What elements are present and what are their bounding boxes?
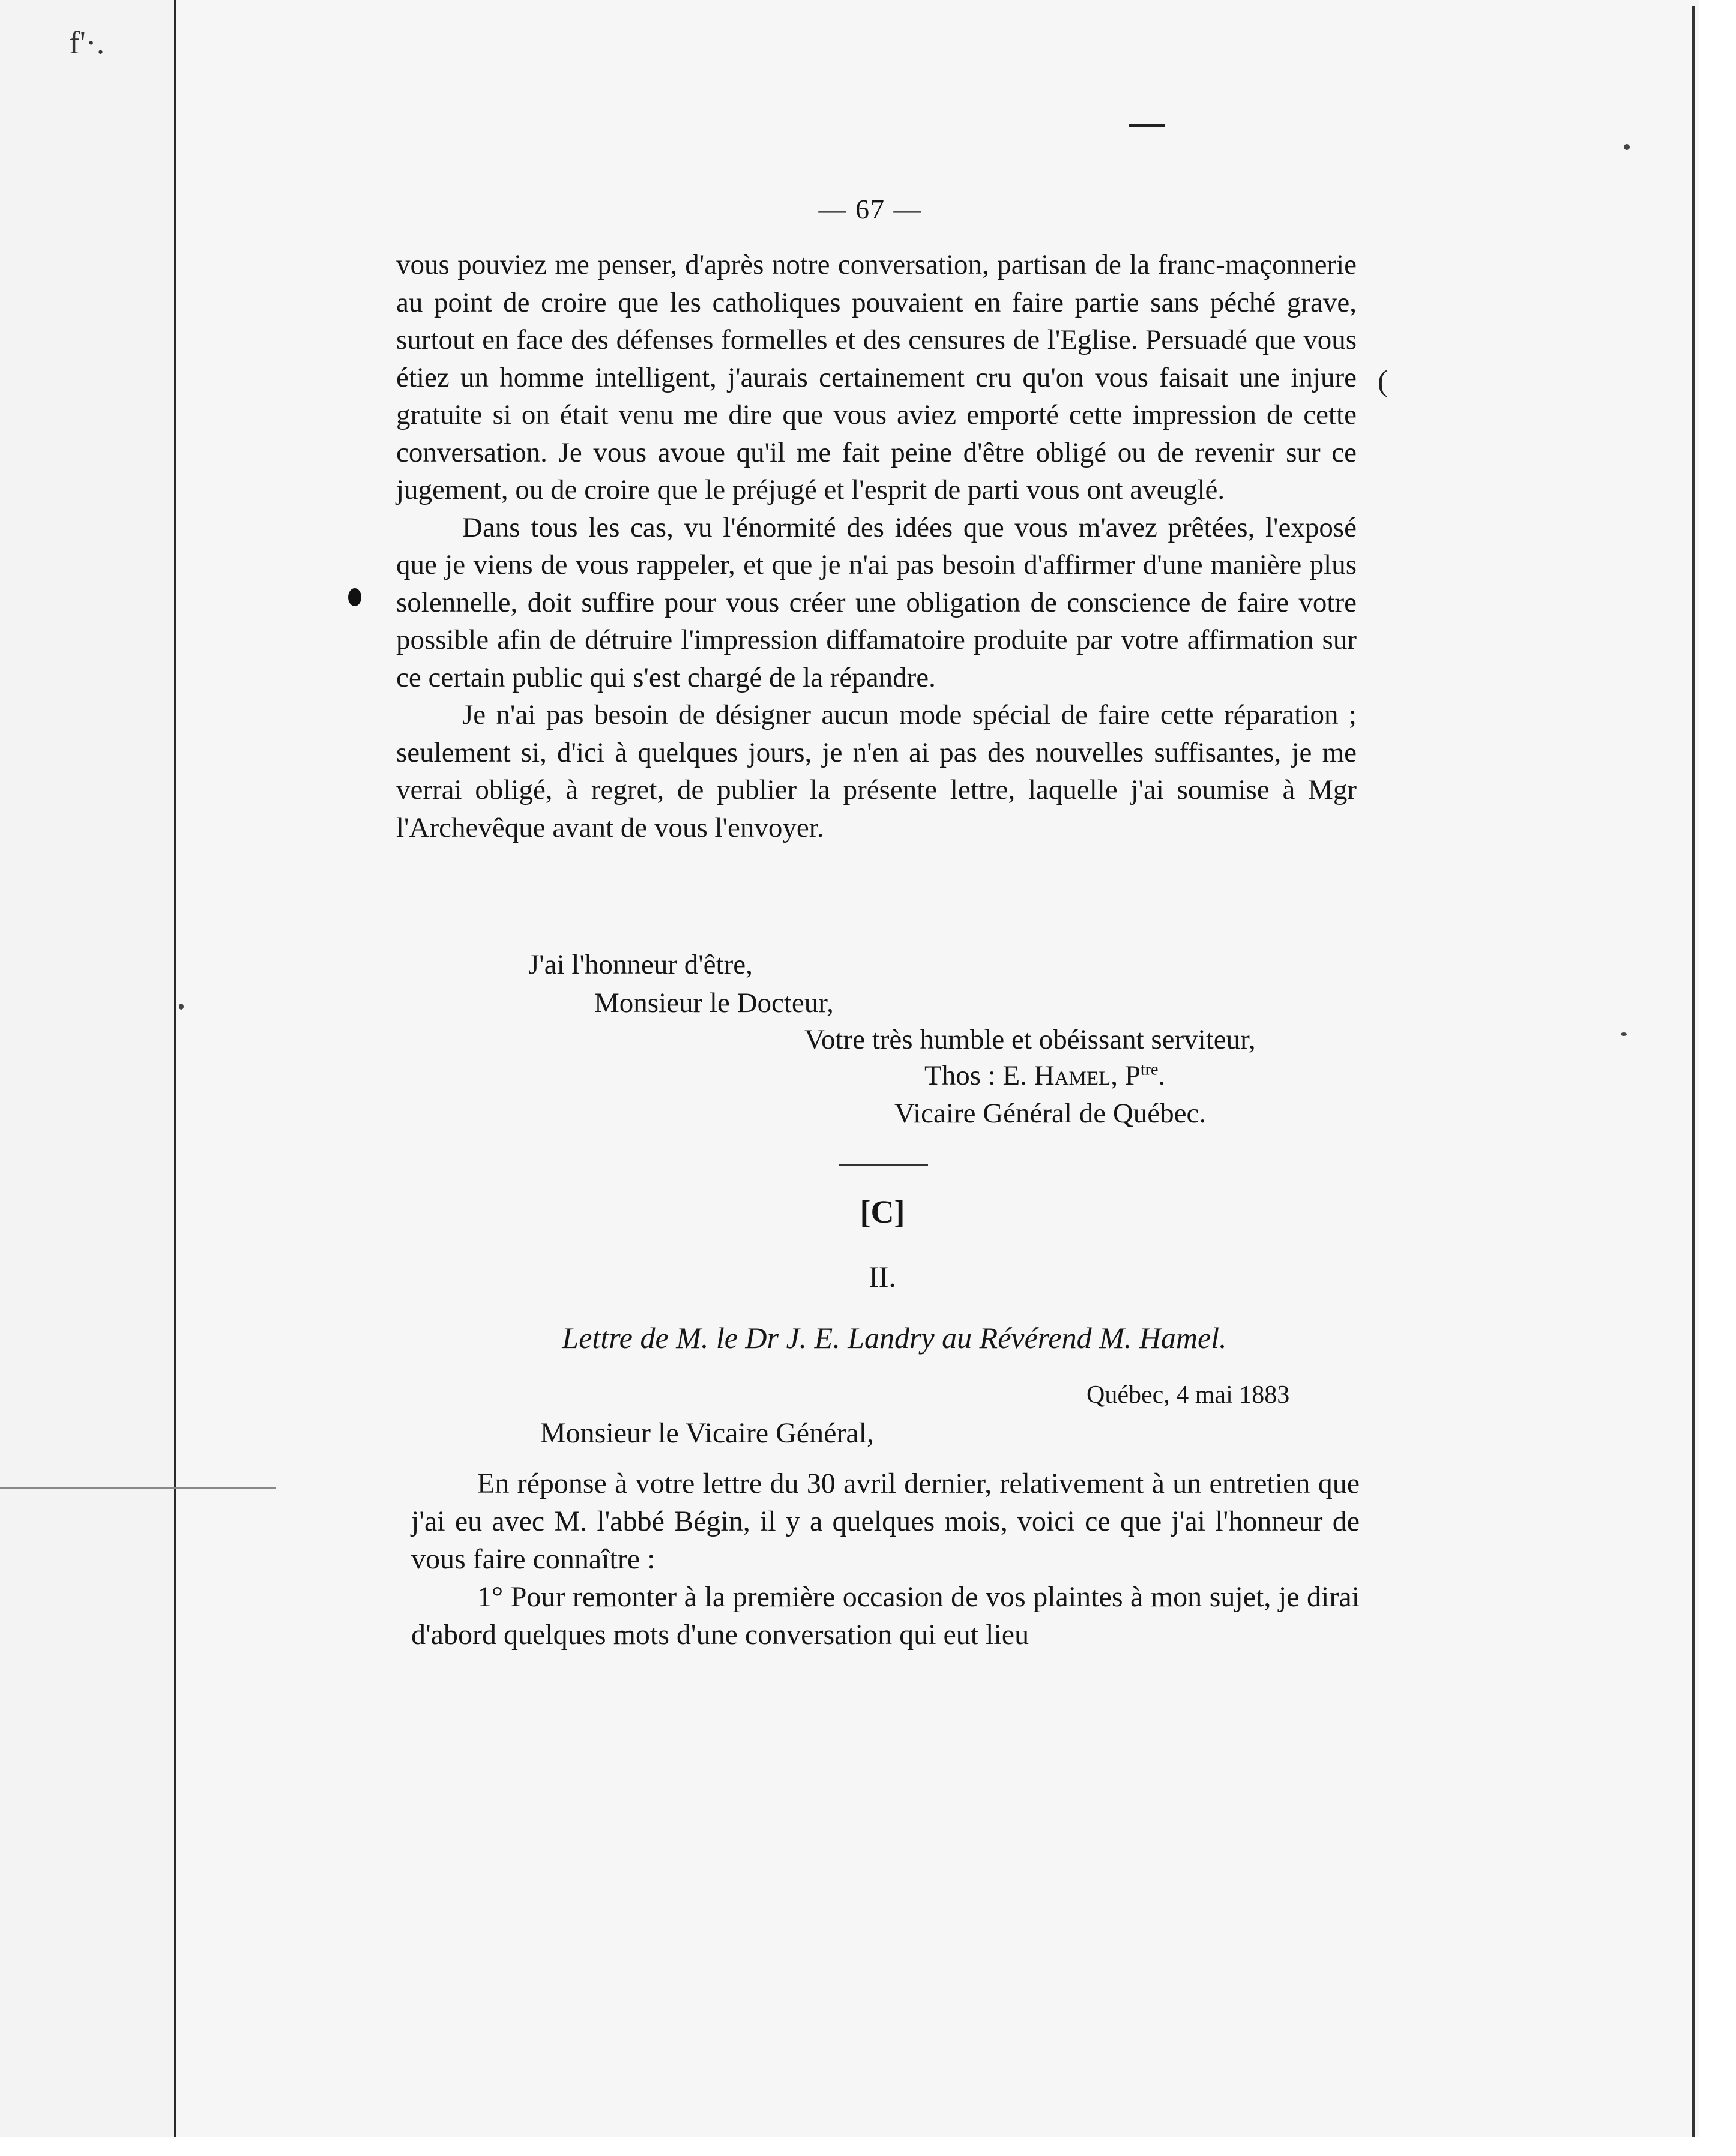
facing-page-edge: [0, 0, 176, 2156]
paragraph-2: Dans tous les cas, vu l'énormité des idées que vous m'avez prêtées, l'exposé que je viens de vous rappeler, et que je n'ai pas besoin d'affirmer d'une manière plus solennelle, doit suffire pour vous créer une obligation de conscience de faire votre possible afin de détruire l'impression diffamatoire produite par votre affirmation sur ce certain public qui s'est chargé de la répandre.: [396, 511, 1357, 693]
paragraph-3: Je n'ai pas besoin de désigner aucun mode spécial de faire cette réparation ; seulement si, d'ici à quelques jours, je n'en ai pas des nouvelles suffisantes, je me verrai obligé, à regret, de publier la présente lettre, laquelle j'ai soumise à Mgr l'Archevêque avant de vous l'envoyer.: [396, 699, 1357, 843]
signature: [924, 1059, 1165, 1092]
ink-dash: [1129, 124, 1165, 127]
letter2-body: [411, 1465, 1360, 1654]
salutation: Monsieur le Vicaire Général,: [540, 1417, 875, 1449]
letter2-paragraph-2: 1° Pour remonter à la première occasion de vos plaintes à mon sujet, je dirai d'abord quelques mots d'une conversation qui eut lieu: [411, 1581, 1360, 1651]
ink-blot: [348, 588, 361, 606]
signature-title: Vicaire Général de Québec.: [894, 1098, 1207, 1129]
ink-speck: [179, 1004, 184, 1010]
ink-speck: [1621, 1032, 1627, 1036]
page-border: [1692, 6, 1695, 2137]
letter2-paragraph-1: En réponse à votre lettre du 30 avril dernier, relativement à un entretien que j'ai eu avec M. l'abbé Bégin, il y a quelques mois, voici ce que j'ai l'honneur de vous faire connaître :: [411, 1468, 1360, 1575]
signature-sup: tre: [1140, 1060, 1159, 1079]
scan-margin: [1699, 0, 1736, 2156]
signature-prefix: Thos : E.: [924, 1060, 1034, 1091]
ink-speck: [1624, 144, 1630, 150]
scan-bottom-margin: [0, 2137, 1736, 2156]
letter-heading: Lettre de M. le Dr J. E. Landry au Révérend M. Hamel.: [562, 1321, 1227, 1355]
section-divider: [839, 1164, 928, 1166]
paragraph-1: vous pouviez me penser, d'après notre conversation, partisan de la franc-maçonnerie au point de croire que les catholiques pouvaient en faire partie sans péché grave, surtout en face des défenses formelles et des censures de l'Eglise. Persuadé que vous étiez un homme intelligent, j'aurais certainement cru qu'on vous faisait une injure gratuite si on était venu me dire que vous aviez emporté cette impression de cette conversation. Je vous avoue qu'il me fait peine d'être obligé ou de revenir sur ce jugement, ou de croire que le préjugé et l'esprit de parti vous ont aveuglé.: [396, 249, 1357, 505]
signature-end: .: [1158, 1060, 1166, 1091]
closing-servant: Votre très humble et obéissant serviteur,: [804, 1024, 1256, 1055]
closing-honour: J'ai l'honneur d'être,: [528, 949, 753, 980]
margin-mark: (: [1378, 364, 1388, 397]
margin-marks: f'·.: [69, 25, 105, 61]
signature-suffix: , P: [1111, 1060, 1141, 1091]
section-marker: [C]: [860, 1194, 905, 1230]
scan-artifact-line: [0, 1487, 276, 1489]
letter1-body: [396, 246, 1357, 846]
section-number: II.: [869, 1260, 896, 1293]
closing-address: Monsieur le Docteur,: [594, 987, 834, 1019]
dateline: Québec, 4 mai 1883: [1087, 1381, 1290, 1409]
page-number: — 67 —: [818, 194, 923, 224]
signature-name: Hamel: [1034, 1060, 1111, 1091]
